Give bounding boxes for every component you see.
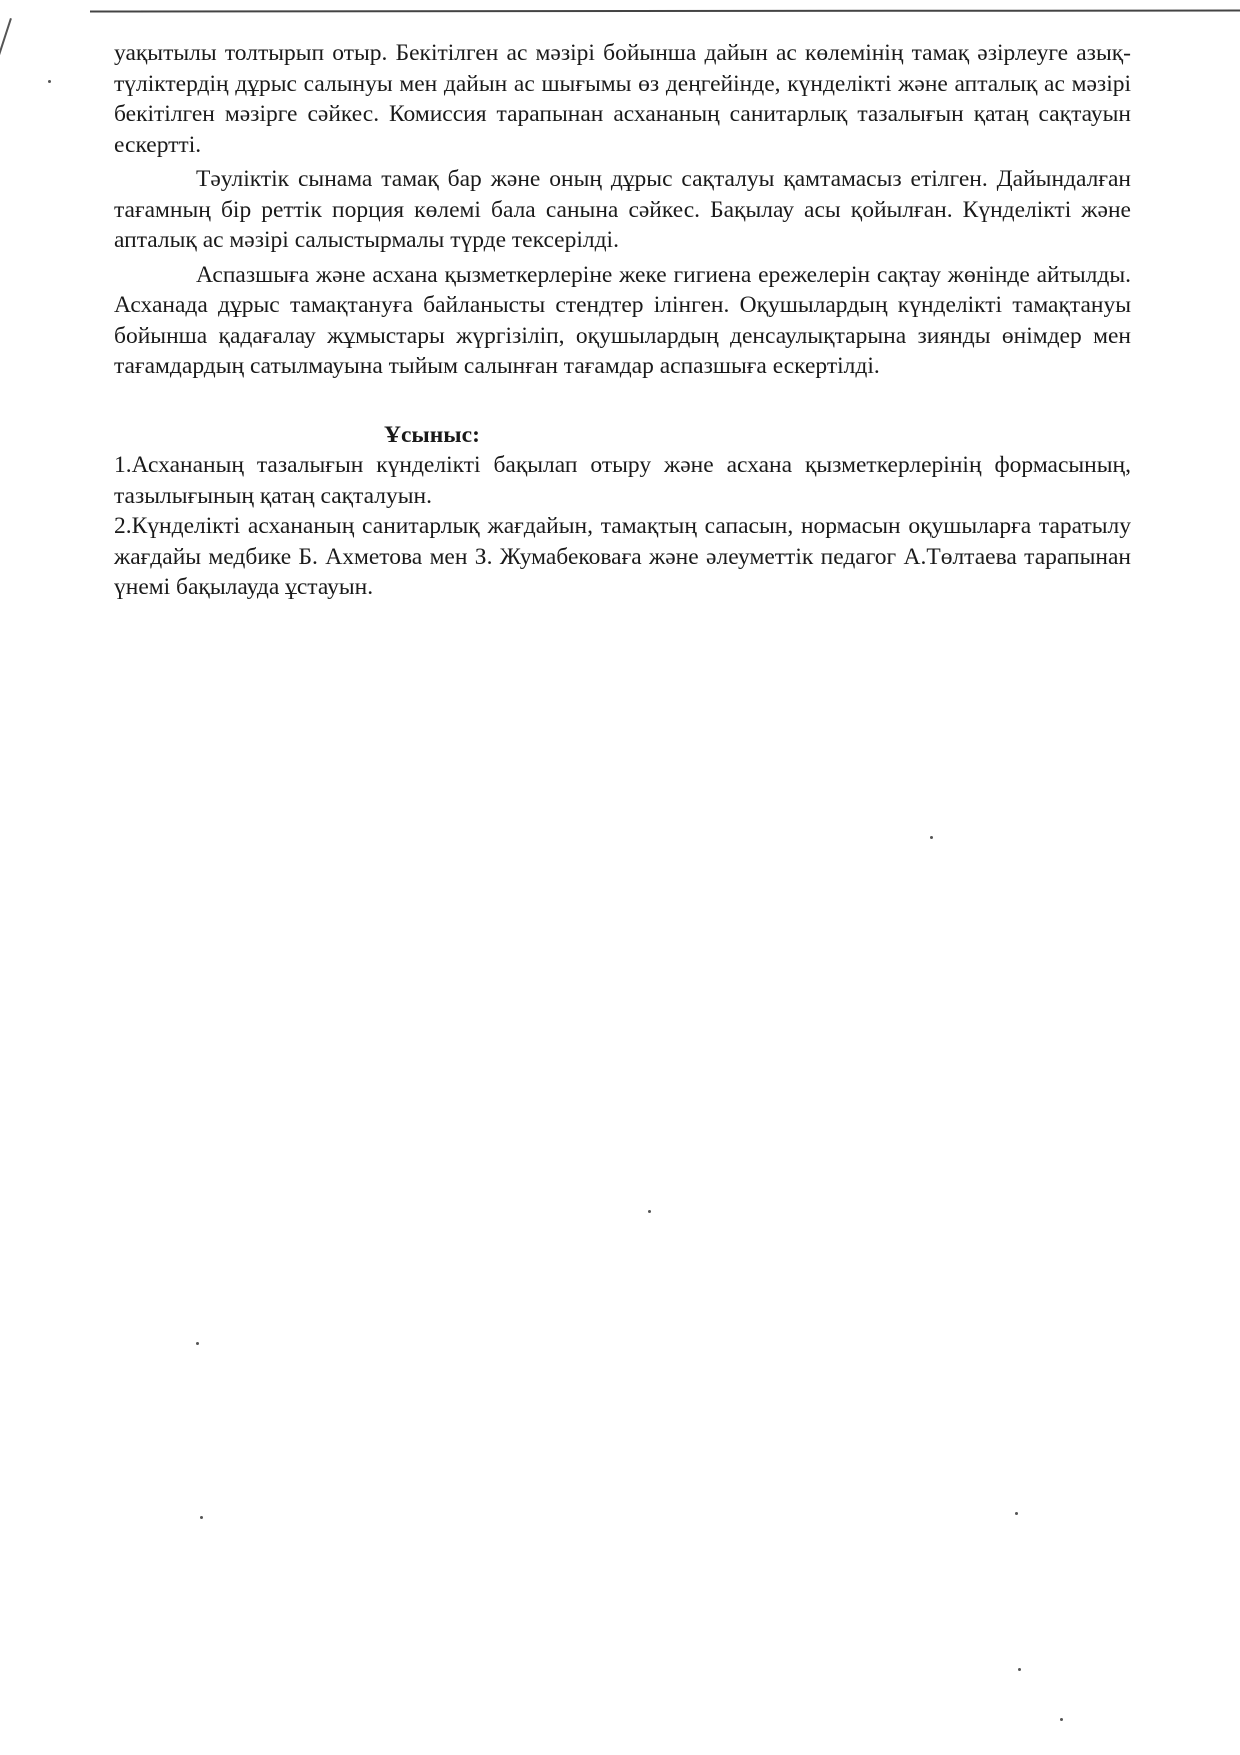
scan-edge-top	[90, 9, 1240, 12]
document-body	[114, 38, 1131, 603]
paragraph-2: Тәуліктік сынама тамақ бар және оның дұрыс сақталуы қамтамасыз етілген. Дайындалған тағамның бір реттік порция көлемі бала санына сәйкес. Бақылау асы қойылған. Күнделікті және апталық ас мәзірі салыстырмалы түрде тексерілді.	[114, 166, 1131, 253]
scan-speck	[200, 1516, 203, 1519]
scan-speck	[196, 1342, 199, 1345]
recommendations-heading: Ұсыныс:	[384, 421, 480, 448]
scan-speck	[1018, 1668, 1021, 1671]
recommendation-item-1: 1.Асхананың тазалығын күнделікті бақылап отыру және асхана қызметкерлерінің формасының, тазылығының қатаң сақталуын.	[114, 452, 1131, 509]
paragraph-1: уақытылы толтырып отыр. Бекітілген ас мәзірі бойынша дайын ас көлемінің тамақ әзірлеуге азық-түліктердің дұрыс салынуы мен дайын ас шығымы өз деңгейінде, күнделікті және апталық ас мәзірі бекітілген мәзірге сәйкес. Комиссия тарапынан асхананың санитарлық тазалығын қатаң сақтауын ескертті.	[114, 40, 1131, 158]
recommendation-item-2: 2.Күнделікті асхананың санитарлық жағдайын, тамақтың сапасын, нормасын оқушыларға таратылу жағдайы медбике Б. Ахметова мен З. Жумабековаға және әлеуметтік педагог А.Төлтаева тарапынан үнемі бақылауда ұстауын.	[114, 513, 1131, 600]
scan-speck	[648, 1210, 651, 1213]
scan-speck	[930, 836, 933, 839]
scan-speck	[1015, 1512, 1018, 1515]
scan-speck	[1060, 1718, 1063, 1721]
scan-edge-left	[0, 18, 12, 185]
paragraph-3: Аспазшыға және асхана қызметкерлеріне жеке гигиена ережелерін сақтау жөнінде айтылды. Асханада дұрыс тамақтануға байланысты стендтер ілінген. Оқушылардың күнделікті тамақтануы бойынша қадағалау жұмыстары жүргізіліп, оқушылардың денсаулықтарына зиянды өнімдер мен тағамдардың сатылмауына тыйым салынған тағамдар аспазшыға ескертілді.	[114, 261, 1131, 379]
scan-speck	[48, 80, 51, 83]
